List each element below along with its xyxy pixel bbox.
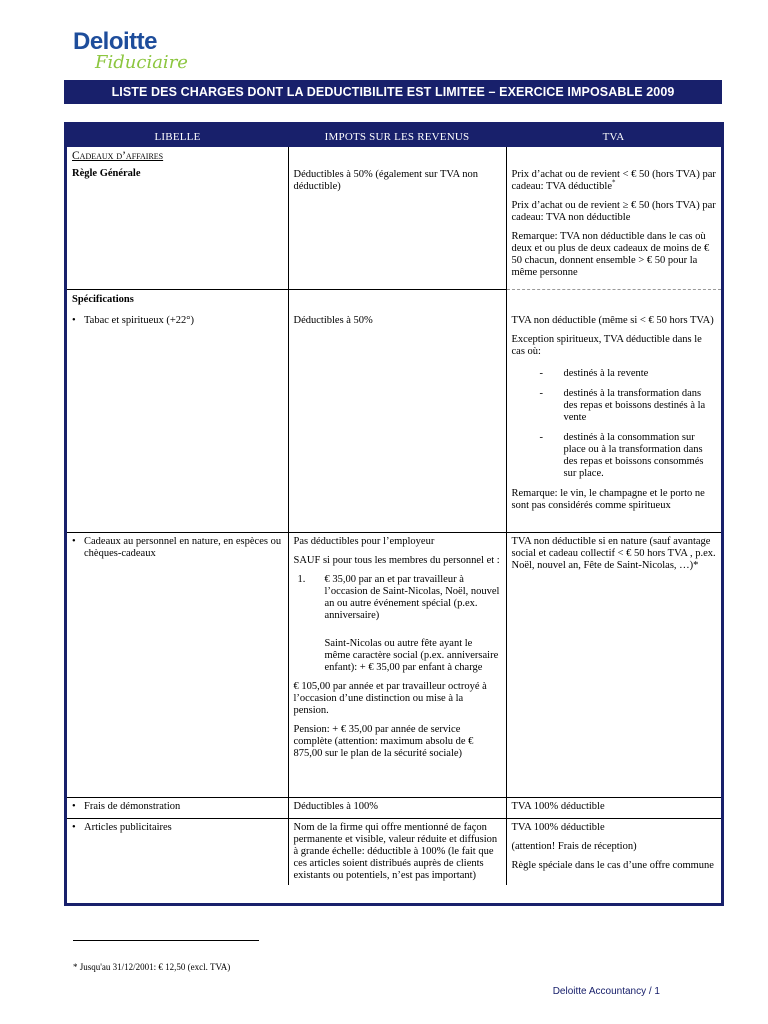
cell-impots-tabac [288,290,506,533]
footnote: * Jusqu'au 31/12/2001: € 12,50 (excl. TVA) [73,962,231,972]
impots-personnel-text-3: € 105,00 par année et par travailleur octroyé à l’occasion d’une distinction ou mise à la pension. [293,681,487,716]
tva-publicitaires-text-3: Règle spéciale dans le cas d’une offre commune [511,860,714,871]
impots-demonstration-text: Déductibles à 100% [293,801,379,812]
tva-personnel-text: TVA non déductible si en nature (sauf avantage social et cadeau collectif < € 50 hors TVA , p.ex. Noël, nouvel an, Fête de Saint-Nicolas, …)* [511,536,716,571]
cell-tva-publicitaires [506,819,721,886]
list-item-destines-1: - destinés à la revente [539,368,649,379]
label-tabac: Tabac et spiritueux (+22°) [84,315,194,326]
cell-libelle-personnel [67,533,288,798]
cell-libelle-demonstration [67,798,288,819]
impots-cadeaux-text: Déductibles à 50% (également sur TVA non déductible) [293,169,478,192]
tva-tabac-text-2: Exception spiritueux, TVA déductible dans le cas où: [511,334,702,357]
tva-tabac-text-1: TVA non déductible (même si < € 50 hors TVA) [511,315,714,326]
label-publicitaires: Articles publicitaires [84,822,172,833]
cell-libelle-tabac [67,290,288,533]
document-title: LISTE DES CHARGES DONT LA DEDUCTIBILITE EST LIMITEE – EXERCICE IMPOSABLE 2009 [64,80,722,104]
logo-subtitle: Fiduciaire [95,52,188,73]
cell-libelle-publicitaires [67,819,288,886]
cell-impots-cadeaux [288,147,506,290]
list-item-destines-3: - destinés à la consommation sur place ou à la transformation dans des repas et boissons consommés sur place. [539,432,704,479]
dash-icon: - [539,388,543,399]
impots-personnel-text-2: SAUF si pour tous les membres du personnel et : [293,555,500,566]
cell-tva-tabac [506,290,721,533]
header-impots: IMPOTS SUR LES REVENUS [288,126,506,147]
label-demonstration: Frais de démonstration [84,801,181,812]
tva-publicitaires-text-2: (attention! Frais de réception) [511,841,637,852]
tva-cadeaux-text-2: Prix d’achat ou de revient ≥ € 50 (hors TVA) par cadeau: TVA non déductible [511,200,716,223]
page-footer: Deloitte Accountancy / 1 [552,986,660,997]
cell-impots-publicitaires [288,819,506,886]
label-personnel: Cadeaux au personnel en nature, en espèces ou chèques-cadeaux [84,536,282,559]
tva-tabac-text-3: Remarque: le vin, le champagne et le porto ne sont pas considérés comme spiritueux [511,488,705,511]
tva-publicitaires-text-1: TVA 100% déductible [511,822,605,833]
cell-tva-personnel [506,533,721,798]
impots-publicitaires-text: Nom de la firme qui offre mentionné de façon permanente et visible, valeur réduite et diffusion à grande échelle: déductible à 100% (le fait que ces articles soient distribués auprès de clients existants ou potentiels, n’est pas important) [293,822,498,881]
dash-icon: - [539,368,543,379]
table-row-publicitaires [67,819,721,886]
text-35-euro: € 35,00 par an et par travailleur à l’occasion de Saint-Nicolas, Noël, nouvel an ou autre événement spécial (p.ex. anniversaire) [324,574,500,621]
impots-personnel-text-1: Pas déductibles pour l’employeur [293,536,435,547]
label-regle-generale: Règle Générale [72,168,141,179]
list-number: 1. [297,574,306,585]
charges-table [67,126,721,885]
tva-cadeaux-text-3: Remarque: TVA non déductible dans le cas où deux et ou plus de deux cadeaux de moins de € 50 chacun, donnent ensemble > € 50 pour la même personne [511,231,710,278]
table-row-demonstration [67,798,721,819]
section-title-cadeaux: Cadeaux d’affaires [72,150,164,162]
tva-cadeaux-text-1: Prix d’achat ou de revient < € 50 (hors TVA) par cadeau: TVA déductible* [511,169,716,192]
list-item-demonstration [72,801,283,813]
impots-personnel-subtext: Saint-Nicolas ou autre fête ayant le même caractère social (p.ex. anniversaire enfant): + € 35,00 par enfant à charge [324,638,499,673]
list-item-personnel [72,536,283,560]
cell-impots-demonstration [288,798,506,819]
header-libelle: LIBELLE [67,126,288,147]
table-header-row [67,126,721,147]
list-item-35-euro [294,574,501,622]
table-row-cadeaux [67,147,721,290]
cell-tva-cadeaux [506,147,721,290]
list-item-tabac [72,315,283,327]
logo-wordmark: Deloitte [73,28,158,55]
deloitte-logo [73,28,188,72]
bullet-icon: • [72,536,76,547]
impots-personnel-text-4: Pension: + € 35,00 par année de service complète (attention: maximum absolu de € 875,00 sur le plan de la sécurité sociale) [293,724,474,759]
list-item-publicitaires [72,822,283,834]
list-item-destines-2: - destinés à la transformation dans des repas et boissons destinés à la vente [539,388,706,423]
charges-table-frame [64,122,724,906]
cell-tva-demonstration [506,798,721,819]
dash-icon: - [539,432,543,443]
header-tva: TVA [506,126,721,147]
tva-demonstration-text: TVA 100% déductible [511,801,605,812]
cell-impots-personnel [288,533,506,798]
label-specifications: Spécifications [72,294,134,305]
cell-libelle-cadeaux [67,147,288,290]
footnote-divider [73,940,259,941]
impots-tabac-text: Déductibles à 50% [293,315,373,326]
table-row-specifications [67,290,721,533]
bullet-icon: • [72,822,76,833]
bullet-icon: • [72,315,76,326]
table-row-personnel [67,533,721,798]
bullet-icon: • [72,801,76,812]
